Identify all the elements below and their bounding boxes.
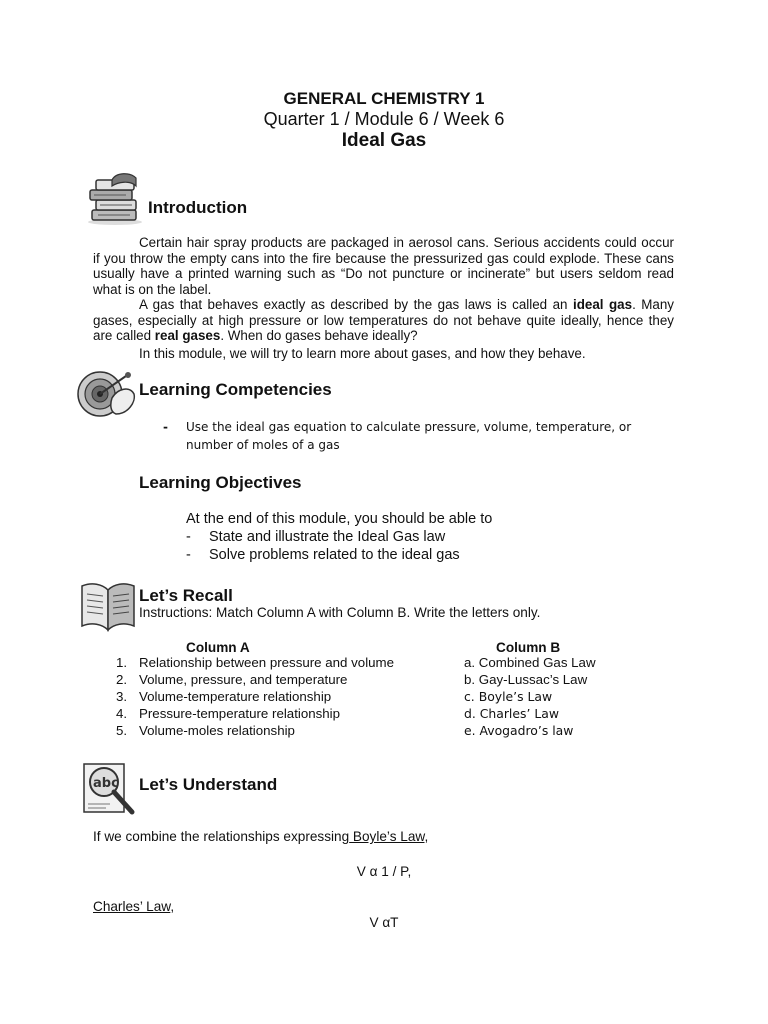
objective-dash-2: - — [186, 547, 191, 563]
understand-heading: Let’s Understand — [139, 775, 278, 794]
equation-charles: V αT — [369, 915, 399, 930]
svg-text:abc: abc — [93, 776, 119, 791]
column-a-num: 3. — [116, 689, 128, 704]
real-gases-term: real gases — [154, 328, 221, 343]
comma: , — [170, 899, 175, 914]
column-b-item: b. Gay-Lussac’s Law — [464, 672, 588, 687]
topic-title: Ideal Gas — [341, 130, 427, 151]
competency-dash: - — [163, 420, 168, 434]
magnifier-abc-icon — [80, 760, 138, 818]
column-a-item: Volume-temperature relationship — [139, 689, 332, 704]
charles-line — [93, 898, 174, 915]
column-a-num: 1. — [116, 655, 128, 670]
introduction-heading: Introduction — [148, 198, 248, 217]
intro-paragraph-1 — [93, 235, 674, 297]
intro-p1-text: Certain hair spray products are packaged in aerosol cans. Serious accidents could occur if you throw the empty cans into the fire because the pressurized gas could explode. These cans usually have a printed warning such as “Do not puncture or incinerate” but users seldom read what is on the label. — [93, 235, 674, 297]
course-title: GENERAL CHEMISTRY 1 — [283, 89, 485, 108]
column-a-item: Relationship between pressure and volume — [139, 655, 395, 670]
column-b-item: c. Boyle’s Law — [464, 689, 553, 704]
column-b-item: a. Combined Gas Law — [464, 655, 596, 670]
competency-line-1: Use the ideal gas equation to calculate pressure, volume, temperature, or — [186, 420, 632, 434]
module-subtitle: Quarter 1 / Module 6 / Week 6 — [263, 109, 505, 129]
objective-item-2: Solve problems related to the ideal gas — [209, 547, 460, 563]
open-book-icon — [78, 578, 138, 634]
ideal-gas-term: ideal gas — [572, 297, 633, 312]
objective-dash-1: - — [186, 529, 191, 545]
intro-paragraph-2 — [93, 297, 674, 344]
column-a-num: 2. — [116, 672, 128, 687]
intro-p3-text: In this module, we will try to learn more about gases, and how they behave. — [139, 346, 586, 361]
column-a-num: 4. — [116, 706, 128, 721]
equation-boyle: V α 1 / P, — [356, 864, 412, 879]
recall-heading: Let’s Recall — [139, 586, 233, 605]
column-a-header: Column A — [186, 640, 250, 655]
competency-line-2: number of moles of a gas — [186, 438, 340, 452]
understand-intro-text: If we combine the relationships expressing — [93, 829, 350, 844]
column-b-item: e. Avogadro’s law — [464, 723, 574, 738]
understand-intro — [93, 828, 428, 845]
target-icon — [76, 368, 138, 420]
intro-p2-text: A gas that behaves exactly as described by the gas laws is called an — [139, 297, 573, 312]
books-icon — [86, 170, 144, 226]
intro-p2-text-2: . Many gases, especially at high pressure or low temperatures do not behave quite ideally, hence they are called — [93, 297, 675, 343]
charles-law-link: Charles’ Law — [93, 899, 171, 914]
recall-instructions: Instructions: Match Column A with Column B. Write the letters only. — [139, 605, 541, 620]
column-a-item: Volume-moles relationship — [139, 723, 295, 738]
intro-p2-text-3: . When do gases behave ideally? — [220, 328, 418, 343]
column-a-num: 5. — [116, 723, 128, 738]
objectives-heading: Learning Objectives — [139, 473, 302, 492]
column-a-item: Volume, pressure, and temperature — [139, 672, 348, 687]
column-b-header: Column B — [496, 640, 561, 655]
competencies-heading: Learning Competencies — [139, 380, 332, 399]
column-b-item: d. Charles’ Law — [464, 706, 559, 721]
objectives-intro: At the end of this module, you should be able to — [186, 511, 493, 527]
column-a-item: Pressure-temperature relationship — [139, 706, 341, 721]
boyles-law-link: Boyle’s Law — [349, 829, 425, 844]
objective-item-1: State and illustrate the Ideal Gas law — [209, 529, 446, 545]
comma: , — [424, 829, 429, 844]
